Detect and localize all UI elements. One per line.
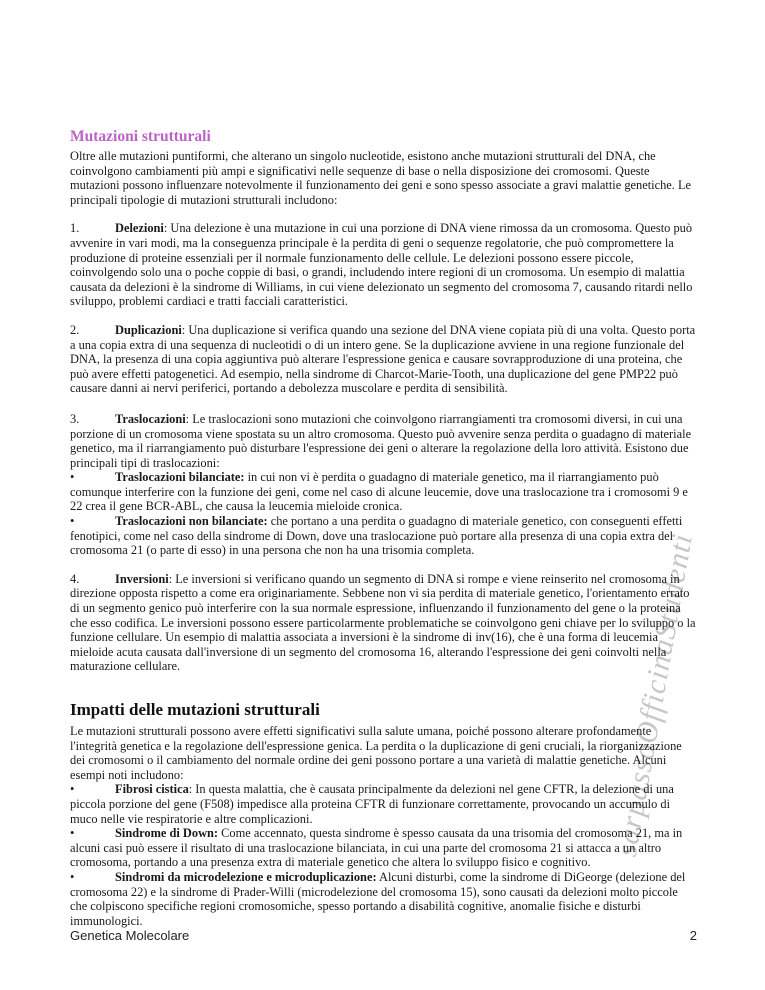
item-term: Inversioni: [115, 571, 169, 586]
item-number: 2.: [70, 322, 80, 337]
list-item-duplicazioni: [70, 323, 698, 396]
item-term: Duplicazioni: [115, 322, 182, 337]
bullet-icon: •: [70, 869, 75, 884]
diagonal-watermark: sarpassoOfficinaStudenti: [609, 530, 700, 859]
bullet-body: Come accennato, questa sindrome è spesso causata da una trisomia del cromosoma 21, ma in alcuni casi può essere il risultato di una traslocazione bilanciata, in cui una parte del cromosoma 21 si attacca a un altro cromosoma, portando a una presenza extra di materiale genetico che altera lo sviluppo fisico e cognitivo.: [70, 826, 683, 870]
impatti-intro-paragraph: Le mutazioni strutturali possono avere effetti significativi sulla salute umana, poiché possono alterare profondamente l'integrità genetica e la regolazione dell'espressione genica. La perdita o la duplicazione di geni cruciali, la riorganizzazione dei cromosomi o il cambiamento del normale ordine dei geni possono portare a una varietà di malattie genetiche. Alcuni esempi noti includono:: [70, 724, 682, 782]
bullet-fibrosi-cistica: [70, 782, 698, 826]
bullet-icon: •: [70, 470, 75, 485]
bullet-icon: •: [70, 514, 75, 529]
page-footer: [70, 928, 697, 943]
sub-bullet-traslocazioni-non-bilanciate: [70, 514, 698, 558]
section-heading-mutazioni-strutturali: Mutazioni strutturali: [70, 128, 211, 145]
item-body: : Le inversioni si verificano quando un segmento di DNA si rompe e viene reinserito nel cromosoma in direzione opposta rispetto a come era originariamente. Sebbene non vi sia perdita di materiale genetico, l'orientamento errato di un segmento genico può interferire con la sua normale espressione, influenzando il funzionamento del gene o la proteina che esso codifica. Le inversioni possono essere particolarmente problematiche se coinvolgono geni chiave per lo sviluppo o la funzione cellulare. Un esempio di malattia associata a inversioni è la sindrome di inv(16), che è una forma di leucemia mieloide acuta causata dall'inversione di un segmento del cromosoma 16, alterando l'espressione dei geni coinvolti nella maturazione cellulare.: [70, 571, 696, 674]
intro-paragraph: Oltre alle mutazioni puntiformi, che alterano un singolo nucleotide, esistono anche mutazioni strutturali del DNA, che coinvolgono cambiamenti più ampi e significativi nelle sequenze di base o nella disposizione dei cromosomi. Queste mutazioni possono influenzare notevolmente il funzionamento dei geni e sono spesso associate a gravi malattie genetiche. Le principali tipologie di mutazioni strutturali includono:: [70, 149, 692, 207]
bullet-icon: •: [70, 782, 75, 797]
section-heading-impatti: Impatti delle mutazioni strutturali: [70, 700, 320, 719]
item-term: Delezioni: [115, 221, 164, 236]
list-item-delezioni: [70, 221, 698, 309]
bullet-term: Fibrosi cistica: [115, 782, 189, 797]
sub-bullet-traslocazioni-bilanciate: [70, 470, 698, 514]
page-content: [70, 128, 698, 928]
bullet-term: Traslocazioni bilanciate:: [115, 470, 245, 485]
item-number: 1.: [70, 221, 80, 236]
item-number: 3.: [70, 411, 80, 426]
item-body: : Una duplicazione si verifica quando una sezione del DNA viene copiata più di una volta. Questo porta a una copia extra di una sequenza di nucleotidi o di un intero gene. Se la duplicazione avviene in una regione funzionale del DNA, la presenza di una copia aggiuntiva può alterare l'espressione genica e causare sovrapproduzione di una proteina, che può avere effetti patogenetici. Ad esempio, nella sindrome di Charcot-Marie-Tooth, una duplicazione del gene PMP22 può causare danni ai nervi periferici, portando a debolezza muscolare e perdita di sensibilità.: [70, 322, 696, 396]
item-number: 4.: [70, 571, 80, 586]
bullet-icon: •: [70, 826, 75, 841]
bullet-term: Sindromi da microdelezione e microduplicazione:: [115, 869, 377, 884]
list-item-inversioni: [70, 572, 698, 674]
item-body: : Una delezione è una mutazione in cui una porzione di DNA viene rimossa da un cromosoma. Questo può avvenire in vari modi, ma la conseguenza principale è la perdita di geni o sequenze regolatorie, che può compromettere la produzione di proteine essenziali per il normale funzionamento delle cellule. Le delezioni possono essere piccole, coinvolgendo solo una o poche coppie di basi, o grandi, includendo intere regioni di un cromosoma. Un esempio di malattia causata da delezioni è la sindrome di Williams, in cui viene delezionato un segmento del cromosoma 7, causando ritardi nello sviluppo, problemi cardiaci e tratti facciali caratteristici.: [70, 221, 693, 309]
footer-doc-title: Genetica Molecolare: [70, 928, 190, 943]
bullet-term: Traslocazioni non bilanciate:: [115, 514, 268, 529]
bullet-body: Alcuni disturbi, come la sindrome di DiGeorge (delezione del cromosoma 22) e la sindrome di Prader-Willi (microdelezione del cromosoma 15), sono causati da delezioni molto piccole che colpiscono specifiche regioni cromosomiche, spesso portando a disabilità cognitive, anomalie fisiche e disturbi immunologici.: [70, 869, 686, 928]
footer-page-number: 2: [689, 928, 697, 943]
bullet-sindrome-di-down: [70, 826, 698, 870]
bullet-body: in cui non vi è perdita o guadagno di materiale genetico, ma il riarrangiamento può comunque interferire con la funzione dei geni, come nel caso di alcune leucemie, dove una traslocazione tra i cromosomi 9 e 22 crea il gene BCR-ABL, che causa la leucemia mieloide cronica.: [70, 470, 688, 514]
bullet-body: che portano a una perdita o guadagno di materiale genetico, con conseguenti effetti fenotipici, come nel caso della sindrome di Down, dove una traslocazione può portare alla presenza di una copia extra del cromosoma 21 (o parte di esso) in una persona che non ha una trisomia completa.: [70, 514, 683, 558]
list-item-traslocazioni: [70, 412, 698, 470]
item-term: Traslocazioni: [115, 411, 186, 426]
bullet-sindromi-microdelezione: [70, 870, 698, 928]
bullet-body: : In questa malattia, che è causata principalmente da delezioni nel gene CFTR, la delezione di una piccola porzione del gene (F508) impedisce alla proteina CFTR di funzionare correttamente, provocando un accumulo di muco nelle vie respiratorie e altre complicazioni.: [70, 782, 674, 826]
item-body: : Le traslocazioni sono mutazioni che coinvolgono riarrangiamenti tra cromosomi diversi, in cui una porzione di un cromosoma viene spostata su un altro cromosoma. Questo può avvenire senza perdita o guadagno di materiale genetico, ma il riarrangiamento può disturbare l'espressione dei geni o alterare la regolazione della loro attività. Esistono due principali tipi di traslocazioni:: [70, 411, 692, 470]
bullet-term: Sindrome di Down:: [115, 826, 219, 841]
